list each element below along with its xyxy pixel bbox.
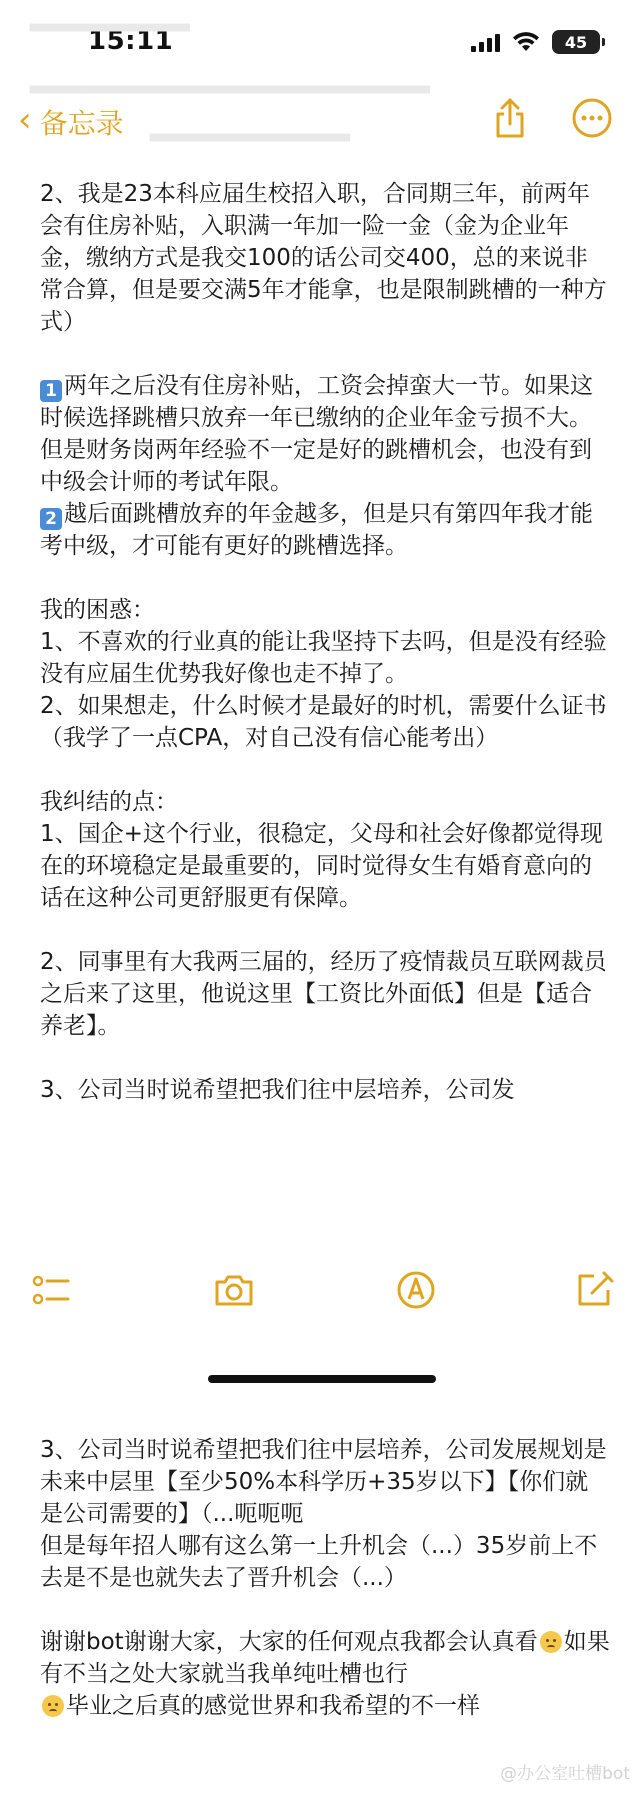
- note-paragraph: 2 越后面跳槽放弃的年金越多，但是只有第四年我才能考中级，才可能有更好的跳槽选择。: [40, 501, 593, 559]
- crying-face-emoji-icon: [540, 1631, 562, 1653]
- nav-bar: [0, 88, 640, 158]
- share-icon: [490, 96, 530, 140]
- wifi-icon: [512, 31, 540, 53]
- status-time: 15:11: [88, 26, 174, 56]
- home-indicator[interactable]: [208, 1375, 436, 1383]
- note-paragraph: 2、同事里有大我两三届的，经历了疫情裁员互联网裁员之后来了这里，他说这里【工资比外面低】但是【适合养老】。: [40, 949, 607, 1039]
- bottom-toolbar: [0, 1262, 640, 1332]
- ghost-text-3: ▂▂▂▂▂▂▂▂▂▂: [150, 112, 350, 142]
- keycap-two-icon: 2: [40, 508, 62, 530]
- ghost-text-2: ▂▂▂▂▂▂▂▂▂▂▂▂▂▂▂▂▂▂▂▂: [30, 64, 430, 94]
- compose-button[interactable]: [572, 1268, 616, 1316]
- compose-icon: [572, 1268, 616, 1312]
- note-paragraph: 但是每年招人哪有这么第一上升机会（...）35岁前上不去是不是也就失去了晋升机会（...）: [40, 1533, 598, 1591]
- checklist-icon: [30, 1268, 74, 1312]
- note-content-continued[interactable]: [40, 1434, 610, 1722]
- cellular-signal-icon: [471, 32, 500, 52]
- watermark: @办公室吐槽bot: [500, 1764, 630, 1784]
- ghost-text-1: ▂▂▂▂▂▂▂▂: [30, 2, 190, 32]
- more-button[interactable]: [570, 96, 614, 144]
- share-button[interactable]: [490, 96, 530, 144]
- chevron-left-icon: ‹: [18, 100, 32, 140]
- checklist-button[interactable]: [30, 1268, 74, 1316]
- more-icon: [570, 96, 614, 140]
- note-paragraph: 2、我是23本科应届生校招入职，合同期三年，前两年会有住房补贴，入职满一年加一险一金（金为企业年金，缴纳方式是我交100的话公司交400，总的来说非常合算，但是要交满5年才能拿，也是限制跳槽的一种方式）: [40, 181, 607, 335]
- note-paragraph: 1 两年之后没有住房补贴，工资会掉蛮大一节。如果这时候选择跳槽只放弃一年已缴纳的企业年金亏损不大。但是财务岗两年经验不一定是好的跳槽机会，也没有到中级会计师的考试年限。: [40, 373, 593, 495]
- note-paragraph: 3、公司当时说希望把我们往中层培养，公司发: [40, 1077, 515, 1103]
- note-paragraph: 3、公司当时说希望把我们往中层培养，公司发展规划是未来中层里【至少50%本科学历+35岁以下】【你们就是公司需要的】（...呃呃呃: [40, 1437, 607, 1527]
- note-paragraph: 1、国企+这个行业，很稳定，父母和社会好像都觉得现在的环境稳定是最重要的，同时觉得女生有婚育意向的话在这种公司更舒服更有保障。: [40, 821, 603, 911]
- note-heading: 我的困惑：: [40, 597, 155, 623]
- status-icons: [471, 30, 600, 54]
- camera-icon: [212, 1268, 256, 1312]
- note-heading: 我纠结的点：: [40, 789, 178, 815]
- markup-button[interactable]: [394, 1268, 438, 1316]
- keycap-one-icon: 1: [40, 380, 62, 402]
- back-button[interactable]: [18, 102, 124, 142]
- markup-icon: [394, 1268, 438, 1312]
- battery-icon: 45: [552, 30, 600, 54]
- crying-face-emoji-icon: [42, 1695, 64, 1717]
- note-paragraph: 2、如果想走，什么时候才是最好的时机，需要什么证书（我学了一点CPA，对自己没有信心能考出）: [40, 693, 607, 751]
- camera-button[interactable]: [212, 1268, 256, 1316]
- note-paragraph: 谢谢bot谢谢大家，大家的任何观点我都会认真看 如果有不当之处大家就当我单纯吐槽也行 毕业之后真的感觉世界和我希望的不一样: [40, 1629, 610, 1719]
- note-paragraph: 1、不喜欢的行业真的能让我坚持下去吗，但是没有经验没有应届生优势我好像也走不掉了。: [40, 629, 607, 687]
- note-content[interactable]: [40, 178, 610, 1106]
- back-label: 备忘录: [39, 107, 124, 140]
